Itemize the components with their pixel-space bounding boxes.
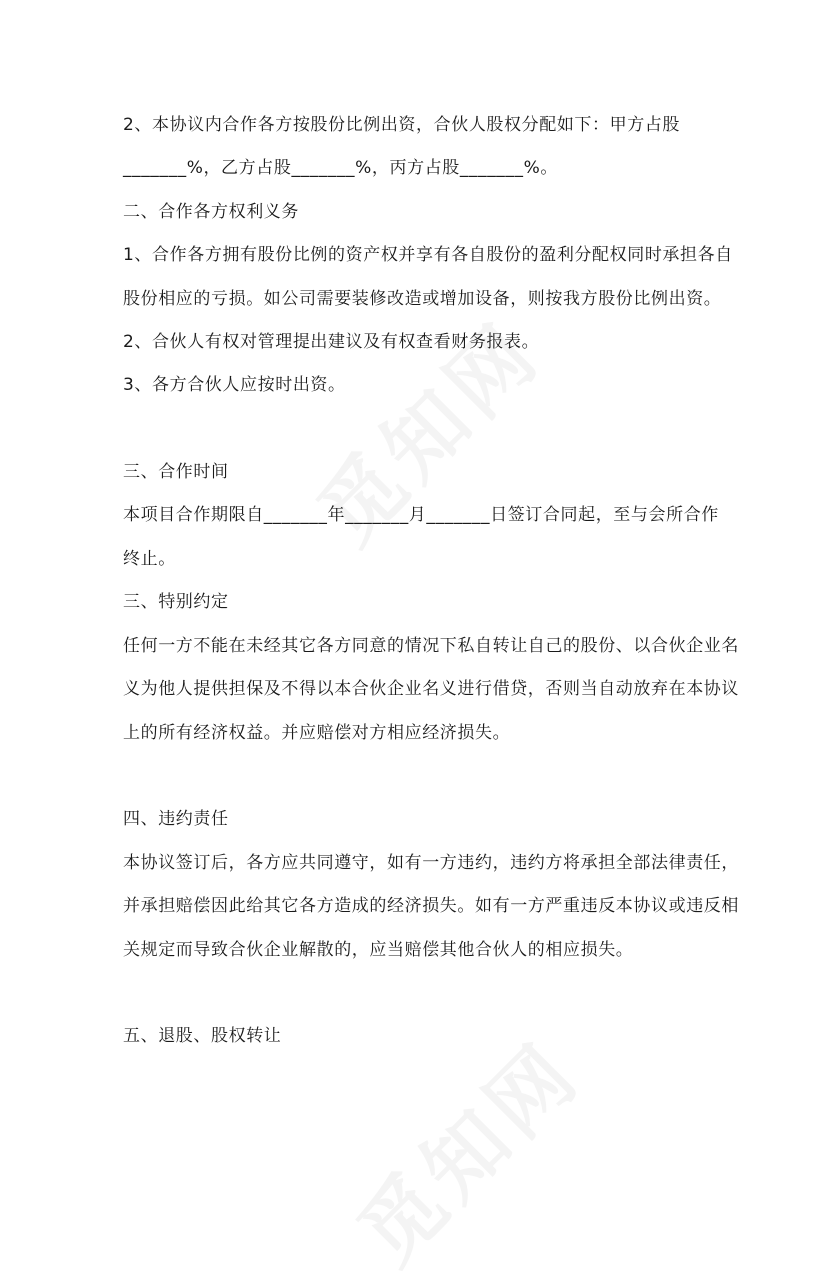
paragraph-line: _______%，乙方占股_______%，丙方占股_______%。 bbox=[123, 158, 558, 178]
paragraph-line: 上的所有经济权益。并应赔偿对方相应经济损失。 bbox=[123, 723, 511, 743]
section-heading: 二、合作各方权利义务 bbox=[123, 202, 299, 222]
paragraph-line: 2、合伙人有权对管理提出建议及有权查看财务报表。 bbox=[123, 332, 540, 352]
paragraph-line: 任何一方不能在未经其它各方同意的情况下私自转让自己的股份、以合伙企业名 bbox=[123, 636, 739, 656]
section-heading: 四、违约责任 bbox=[123, 809, 229, 829]
section-heading: 五、退股、股权转让 bbox=[123, 1026, 282, 1046]
paragraph-line: 本协议签订后，各方应共同遵守，如有一方违约，违约方将承担全部法律责任， bbox=[123, 853, 739, 873]
paragraph-line: 终止。 bbox=[123, 549, 176, 569]
paragraph-line: 并承担赔偿因此给其它各方造成的经济损失。如有一方严重违反本协议或违反相 bbox=[123, 896, 739, 916]
paragraph-line: 股份相应的亏损。如公司需要装修改造或增加设备，则按我方股份比例出资。 bbox=[123, 289, 722, 309]
watermark bbox=[328, 1012, 602, 1285]
paragraph-line: 2、本协议内合作各方按股份比例出资，合伙人股权分配如下：甲方占股 bbox=[123, 115, 681, 135]
paragraph-line: 义为他人提供担保及不得以本合伙企业名义进行借贷，否则当自动放弃在本协议 bbox=[123, 679, 739, 699]
paragraph-line: 关规定而导致合伙企业解散的，应当赔偿其他合伙人的相应损失。 bbox=[123, 940, 634, 960]
paragraph-line: 3、各方合伙人应按时出资。 bbox=[123, 375, 346, 395]
paragraph-line: 1、合作各方拥有股份比例的资产权并享有各自股份的盈利分配权同时承担各自 bbox=[123, 245, 733, 265]
section-heading: 三、特别约定 bbox=[123, 592, 229, 612]
paragraph-line: 本项目合作期限自_______年_______月_______日签订合同起，至与会所合作 bbox=[123, 505, 719, 525]
section-heading: 三、合作时间 bbox=[123, 462, 229, 482]
